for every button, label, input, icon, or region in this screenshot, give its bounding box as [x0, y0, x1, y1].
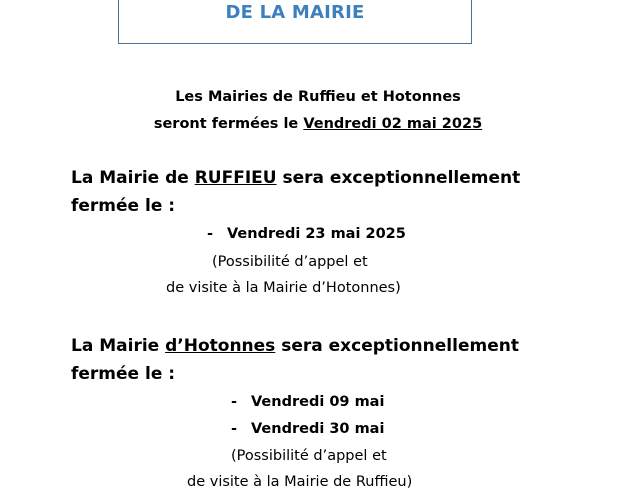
ruffieu-heading-line2: fermée le : — [71, 196, 176, 216]
ruffieu-heading-name: RUFFIEU — [194, 168, 277, 188]
page-title: DE LA MAIRIE — [225, 2, 365, 23]
hotonnes-heading-line2: fermée le : — [71, 364, 176, 384]
ruffieu-date-item — [207, 226, 406, 242]
hotonnes-heading-suffix: sera exceptionnellement — [275, 336, 519, 356]
hotonnes-date-text-1: Vendredi 09 mai — [251, 394, 385, 410]
intro-line-2 — [0, 116, 636, 132]
intro-closure-date: Vendredi 02 mai 2025 — [303, 116, 483, 132]
ruffieu-note-line2: de visite à la Mairie d’Hotonnes) — [166, 280, 401, 296]
intro-line-1: Les Mairies de Ruffieu et Hotonnes — [175, 89, 461, 105]
hotonnes-date-text-2: Vendredi 30 mai — [251, 421, 385, 437]
hotonnes-date-dash-1: - — [231, 394, 238, 410]
hotonnes-note-line2: de visite à la Mairie de Ruffieu) — [187, 474, 413, 490]
ruffieu-heading — [71, 168, 520, 188]
hotonnes-note-line1: (Possibilité d’appel et — [231, 448, 387, 464]
hotonnes-heading-name: d’Hotonnes — [165, 336, 276, 356]
hotonnes-heading-prefix: La Mairie — [71, 336, 166, 356]
hotonnes-date-item-2 — [231, 421, 384, 437]
hotonnes-heading — [71, 336, 519, 356]
intro-line-2-prefix: seront fermées le — [153, 116, 304, 132]
ruffieu-date-text: Vendredi 23 mai 2025 — [227, 226, 406, 242]
hotonnes-date-dash-2: - — [231, 421, 238, 437]
hotonnes-date-item-1 — [231, 394, 384, 410]
ruffieu-note-line1: (Possibilité d’appel et — [212, 254, 368, 270]
ruffieu-heading-suffix: sera exceptionnellement — [276, 168, 521, 188]
ruffieu-date-dash: - — [207, 226, 214, 242]
title-box — [118, 0, 472, 44]
ruffieu-heading-prefix: La Mairie de — [71, 168, 195, 188]
